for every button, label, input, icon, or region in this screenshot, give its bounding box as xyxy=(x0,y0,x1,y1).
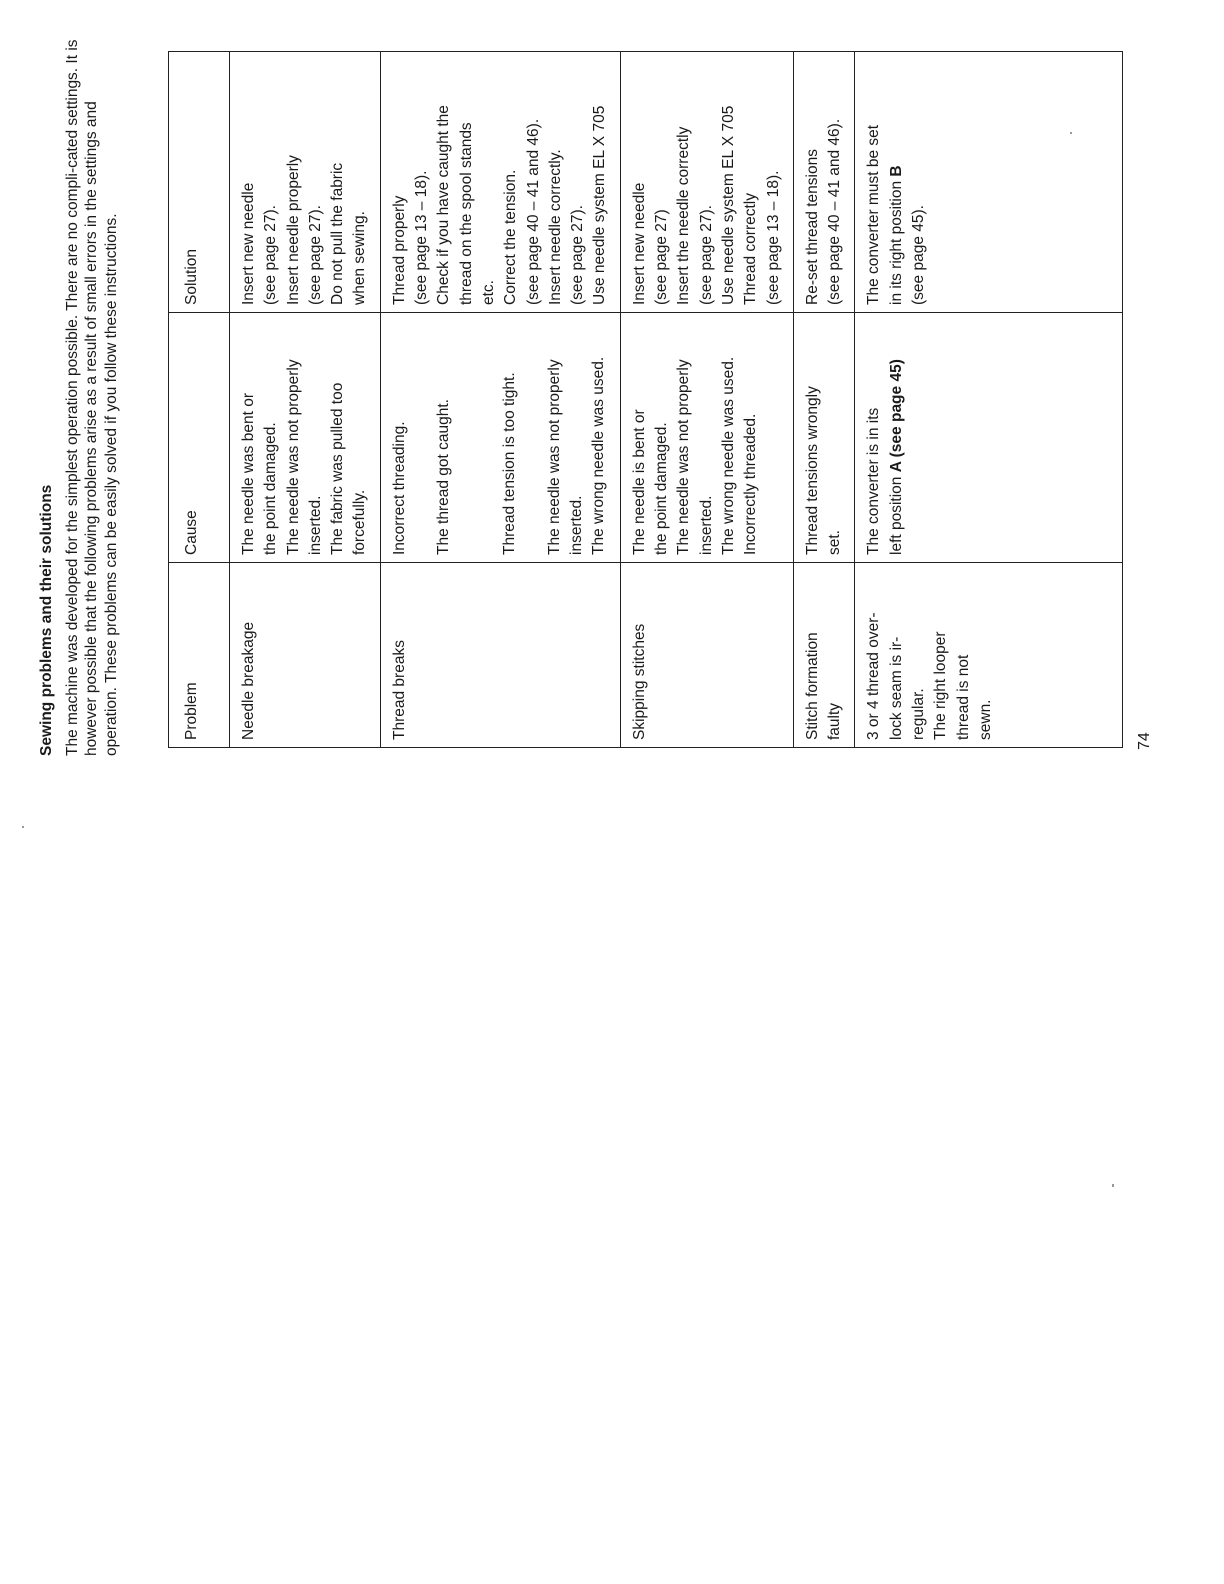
cause-line: The needle is bent or xyxy=(630,409,648,555)
solution-line: Insert needle correctly. xyxy=(546,149,564,305)
problem-cell xyxy=(620,563,793,748)
solution-line: The converter must be set xyxy=(865,124,883,305)
solution-line: when sewing. xyxy=(351,211,369,305)
solution-cell xyxy=(380,52,620,313)
solution-line: (see page 13 – 18). xyxy=(413,170,431,305)
solution-line: (see page 27) xyxy=(653,209,671,305)
solution-line: thread on the spool stands xyxy=(457,122,475,305)
solution-cell xyxy=(793,52,855,313)
cause-line: the point damaged. xyxy=(653,422,671,555)
solution-line: Insert needle properly xyxy=(284,155,302,305)
cause-line xyxy=(886,320,908,555)
solution-bold-position: B xyxy=(887,165,905,177)
header-problem: Problem xyxy=(169,563,230,748)
cause-line: The needle was not properly xyxy=(675,359,693,555)
solution-line: Insert new needle xyxy=(240,182,257,305)
cause-line xyxy=(522,320,544,555)
problem-line: Needle breakage xyxy=(240,621,257,740)
cause-line: The thread got caught. xyxy=(435,399,453,555)
solution-cell xyxy=(855,52,1123,313)
solution-line: (see page 27). xyxy=(569,205,587,305)
solution-line: (see page 40 – 41 and 46). xyxy=(826,118,844,305)
cause-line: Thread tension is too tight. xyxy=(501,372,519,555)
cause-line: forcefully. xyxy=(351,489,369,555)
scan-speck xyxy=(22,826,24,828)
problem-cell xyxy=(793,563,855,748)
table-row xyxy=(620,52,793,748)
cause-line: The wrong needle was used. xyxy=(719,356,737,555)
problem-line: Stitch formation xyxy=(803,632,821,740)
cause-line: Incorrect threading. xyxy=(390,421,408,555)
cause-line: Thread tensions wrongly xyxy=(803,386,821,555)
problem-line: regular. xyxy=(910,688,928,740)
cause-line: inserted. xyxy=(306,495,324,555)
solution-line: (see page 13 – 18). xyxy=(764,170,782,305)
solution-line: Check if you have caught the xyxy=(435,105,453,305)
problem-cell xyxy=(230,563,381,748)
problem-line: sewn. xyxy=(976,699,994,740)
cause-cell xyxy=(380,313,620,563)
cause-cell xyxy=(855,313,1123,563)
problem-line: The right looper xyxy=(932,631,950,740)
cause-line: The needle was not properly xyxy=(545,359,563,555)
problem-line: Skipping stitches xyxy=(630,623,648,740)
page-number: 74 xyxy=(1136,732,1153,750)
solution-line: (see page 27). xyxy=(306,205,324,305)
cause-line: inserted. xyxy=(567,495,585,555)
solution-cell xyxy=(230,52,381,313)
problem-cell xyxy=(855,563,1123,748)
problem-line: lock seam is ir- xyxy=(887,636,905,740)
cause-line: The needle was not properly xyxy=(284,359,302,555)
scan-speck xyxy=(1112,1184,1114,1187)
solution-line: (see page 27). xyxy=(697,205,715,305)
table-row xyxy=(855,52,1123,748)
cause-line: the point damaged. xyxy=(262,422,280,555)
cause-line: Incorrectly threaded. xyxy=(742,413,760,555)
problem-cell xyxy=(380,563,620,748)
cause-line xyxy=(411,320,433,555)
problem-line: 3 or 4 thread over- xyxy=(865,612,883,740)
cause-line: The needle was bent or xyxy=(240,393,257,555)
solution-line: Do not pull the fabric xyxy=(329,162,347,305)
solution-line: etc. xyxy=(479,280,497,305)
cause-line: The converter is in its xyxy=(865,407,883,555)
solution-line xyxy=(886,59,908,305)
solution-cell xyxy=(620,52,793,313)
solution-line: Use needle system EL X 705 xyxy=(719,105,737,305)
cause-cell xyxy=(793,313,855,563)
scan-speck xyxy=(1070,132,1072,134)
solution-line: Insert new needle xyxy=(630,182,648,305)
cause-line: inserted. xyxy=(697,495,715,555)
cause-line: The fabric was pulled too xyxy=(329,382,347,555)
solution-text: in its right position xyxy=(887,176,905,305)
solution-line: Use needle system EL X 705 xyxy=(591,105,609,305)
cause-line xyxy=(477,320,499,555)
cause-line xyxy=(455,320,477,555)
troubleshooting-table xyxy=(168,51,1123,748)
cause-cell xyxy=(230,313,381,563)
problem-line: faulty xyxy=(826,702,844,740)
problem-line: thread is not xyxy=(954,654,972,740)
table-row xyxy=(230,52,381,748)
solution-line: (see page 45). xyxy=(910,205,928,305)
cause-cell xyxy=(620,313,793,563)
solution-line: Re-set thread tensions xyxy=(803,149,821,305)
table-row xyxy=(793,52,855,748)
solution-line: (see page 40 – 41 and 46). xyxy=(524,118,542,305)
page-title: Sewing problems and their solutions xyxy=(38,484,55,756)
cause-bold-reference: A (see page 45) xyxy=(887,359,905,473)
cause-text: left position xyxy=(887,472,905,555)
header-solution: Solution xyxy=(169,52,230,313)
solution-line: (see page 27). xyxy=(262,205,280,305)
table-row xyxy=(380,52,620,748)
table-header-row xyxy=(169,52,230,748)
solution-line: Correct the tension. xyxy=(502,169,520,305)
solution-line: Thread properly xyxy=(390,195,408,305)
cause-line: The wrong needle was used. xyxy=(590,356,608,555)
solution-line: Thread correctly xyxy=(742,193,760,305)
cause-line: set. xyxy=(826,530,844,555)
header-cause: Cause xyxy=(169,313,230,563)
problem-line: Thread breaks xyxy=(390,640,408,740)
solution-line: Insert the needle correctly xyxy=(675,126,693,305)
intro-paragraph: The machine was developed for the simplest operation possible. There are no compli-cated settings. It is however possible that the following problems arise as a result of small errors in the settings and operation. These problems can be easily solved if you follow these instructions. xyxy=(64,39,120,756)
